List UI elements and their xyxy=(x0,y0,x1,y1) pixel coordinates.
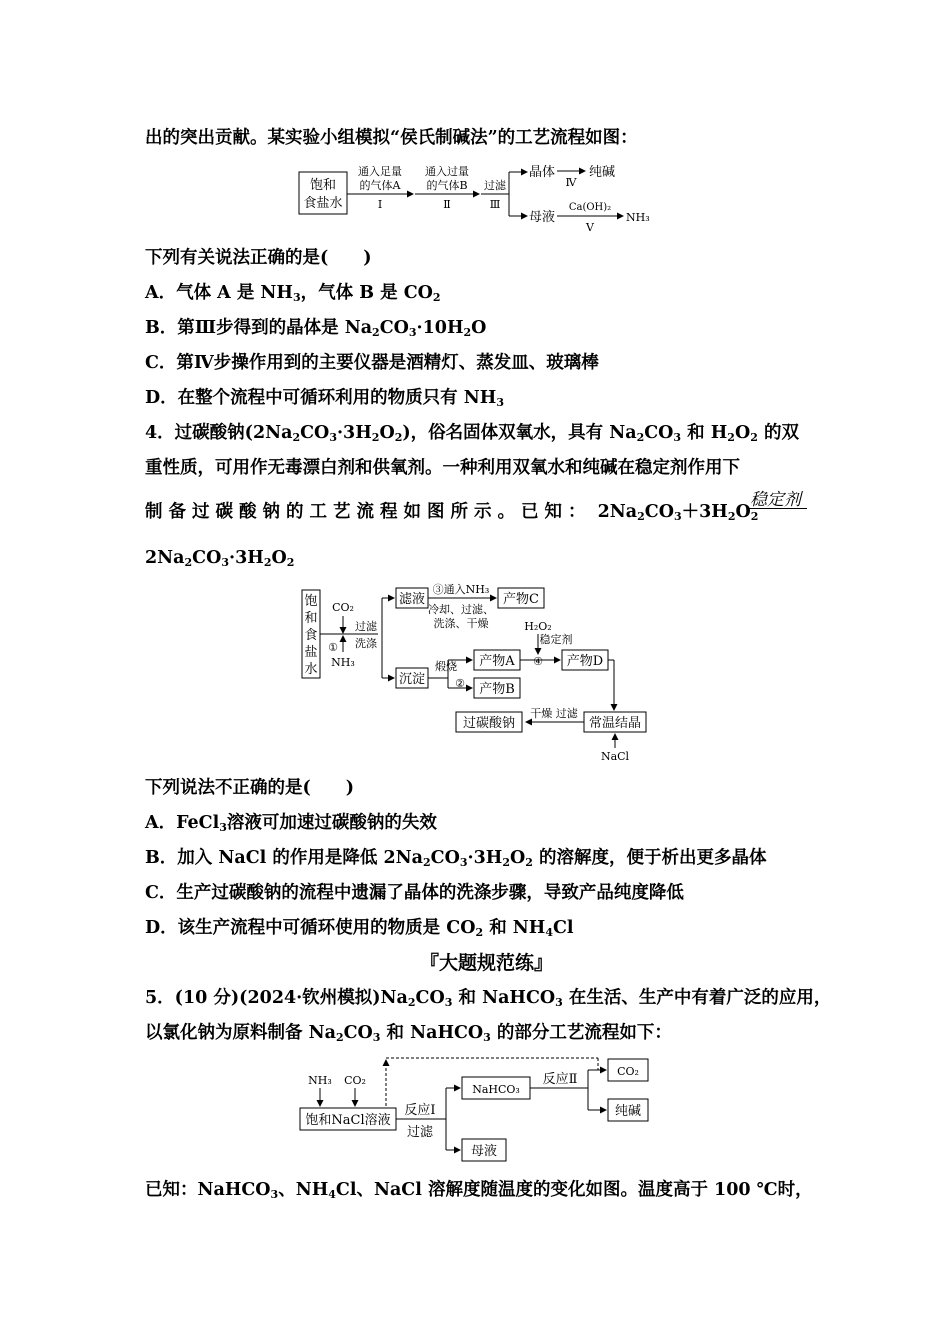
q5-line-1: 5．(10 分)(2024·钦州模拟)$Na_2CO_3$ 和 NaHCO$_3$ 在生活、生产中有着广泛的应用， xyxy=(145,988,832,1009)
q5-filter: 过滤 xyxy=(406,1125,434,1140)
q3-reagent: Ca(OH)₂ xyxy=(568,202,612,213)
q5-nh3: NH₃ xyxy=(308,1074,332,1087)
svg-text:饱: 饱 xyxy=(304,594,318,609)
q5-flow-diagram xyxy=(298,1052,658,1167)
q5-mother: 母液 xyxy=(470,1144,498,1159)
q4-final: 过碳酸钠 xyxy=(462,716,516,731)
reaction-bar xyxy=(747,508,807,509)
q4-h2o2: H₂O₂ xyxy=(524,620,552,633)
q3-option-b: B．第Ⅲ步得到的晶体是 $Na_2CO_3\cdot 10H_2O$ xyxy=(145,318,487,339)
q3-mother: 母液 xyxy=(529,210,556,225)
section-title: 『大题规范练』 xyxy=(420,952,554,974)
q3-product: NH₃ xyxy=(626,211,650,224)
q4-line-4: $2Na_2CO_3\cdot 3H_2O_2$ xyxy=(145,548,295,569)
q4-circ2: ② xyxy=(455,677,465,690)
q4-product-d: 产物D xyxy=(566,654,604,669)
q3-step4-num: Ⅳ xyxy=(565,176,577,189)
q4-option-c: C．生产过碳酸钠的流程中遗漏了晶体的洗涤步骤，导致产品纯度降低 xyxy=(145,883,684,903)
stabilizer-label: 稳定剂 xyxy=(750,490,801,510)
q4-co2: CO₂ xyxy=(332,601,354,614)
q4-product-a: 产物A xyxy=(479,654,515,669)
q4-filtrate: 滤液 xyxy=(398,592,426,607)
q3-option-d: D．在整个流程中可循环利用的物质只有 $NH_3$ xyxy=(145,388,504,409)
q3-start-l2: 食盐水 xyxy=(303,196,343,211)
q4-option-a: A．FeCl$_3$溶液可加速过碳酸钠的失效 xyxy=(145,813,437,834)
q4-precip: 沉淀 xyxy=(398,672,426,687)
q4-line-3: 制备过碳酸钠的工艺流程如图所示。已知： $2Na_2CO_3+3H_2O_2$ xyxy=(145,502,759,523)
q3-step3-top: 过滤 xyxy=(484,179,506,192)
q4-circ1: ① xyxy=(328,641,338,654)
q5-co2-out: CO₂ xyxy=(617,1065,639,1078)
q4-flow-diagram xyxy=(298,580,658,765)
q5-line-2: 以氯化钠为原料制备 $Na_2CO_3$ 和 NaHCO$_3$ 的部分工艺流程如下： xyxy=(145,1023,672,1044)
q5-co2: CO₂ xyxy=(344,1074,366,1087)
q3-step2-top1: 通入过量 xyxy=(425,165,469,178)
q3-soda: 纯碱 xyxy=(589,165,616,180)
q4-product-b: 产物B xyxy=(479,682,515,697)
q3-flow-diagram xyxy=(295,158,665,236)
q5-soda: 纯碱 xyxy=(614,1104,642,1119)
svg-text:水: 水 xyxy=(304,662,318,677)
q4-crystallize: 常温结晶 xyxy=(588,716,642,731)
q3-step2-num: Ⅱ xyxy=(443,198,451,211)
q4-filter: 过滤 xyxy=(355,620,377,633)
q4-product-c: 产物C xyxy=(503,592,539,607)
q3-step5-num: Ⅴ xyxy=(586,221,594,234)
q4-line-2: 重性质，可用作无毒漂白剂和供氧剂。一种利用双氧水和纯碱在稳定剂作用下 xyxy=(145,458,740,478)
q3-stem: 下列有关说法正确的是( ) xyxy=(145,248,372,268)
q5-react1: 反应Ⅰ xyxy=(404,1103,436,1118)
svg-text:和: 和 xyxy=(304,611,318,626)
q4-line-1: 4．过碳酸钠$(2Na_2CO_3\cdot 3H_2O_2)$，俗名固体双氧水，具有 $Na_2CO_3$ 和 $H_2O_2$ 的双 xyxy=(145,423,799,444)
q4-wash: 洗涤 xyxy=(355,637,377,650)
q4-nacl: NaCl xyxy=(600,750,630,763)
q3-option-a: A．气体 A 是 $NH_3$，气体 B 是 $CO_2$ xyxy=(145,283,441,304)
q5-start: 饱和NaCl溶液 xyxy=(305,1113,391,1128)
q4-nh3: NH₃ xyxy=(331,656,355,669)
q3-step1-top1: 通入足量 xyxy=(358,165,402,178)
q5-react2: 反应Ⅱ xyxy=(542,1072,578,1087)
q3-step2-top2: 的气体B xyxy=(426,179,468,192)
q3-start-l1: 饱和 xyxy=(309,178,337,193)
intro-line: 出的突出贡献。某实验小组模拟“侯氏制碱法”的工艺流程如图： xyxy=(145,128,638,148)
q4-option-d: D．该生产流程中可循环使用的物质是 $CO_2$ 和 $NH_4Cl$ xyxy=(145,918,574,939)
q3-option-c: C．第Ⅳ步操作用到的主要仪器是酒精灯、蒸发皿、玻璃棒 xyxy=(145,353,599,373)
q4-dry: 干燥 过滤 xyxy=(530,707,578,720)
q5-known: 已知：NaHCO$_3$、$NH_4Cl$、NaCl 溶解度随温度的变化如图。温度高于 100 ℃时， xyxy=(145,1180,813,1201)
q4-stem: 下列说法不正确的是( ) xyxy=(145,778,355,798)
q4-option-b: B．加入 NaCl 的作用是降低 $2Na_2CO_3\cdot 3H_2O_2$ 的溶解度，便于析出更多晶体 xyxy=(145,848,767,869)
q4-calcine: 煅烧 xyxy=(435,660,457,673)
q5-nahco3: NaHCO₃ xyxy=(472,1083,520,1096)
svg-text:食: 食 xyxy=(304,628,318,643)
q4-cool-1: 冷却、过滤、 xyxy=(428,603,494,616)
q3-crystal: 晶体 xyxy=(529,165,556,180)
q4-cool-2: 洗涤、干燥 xyxy=(433,617,489,630)
q3-step3-num: Ⅲ xyxy=(489,198,501,211)
q3-step1-top2: 的气体A xyxy=(359,179,401,192)
q3-step1-num: Ⅰ xyxy=(377,198,383,211)
svg-text:盐: 盐 xyxy=(304,645,318,660)
q4-step3: ③通入NH₃ xyxy=(432,583,490,596)
q4-circ4: ④ xyxy=(533,655,543,668)
q4-stab: 稳定剂 xyxy=(539,633,573,646)
